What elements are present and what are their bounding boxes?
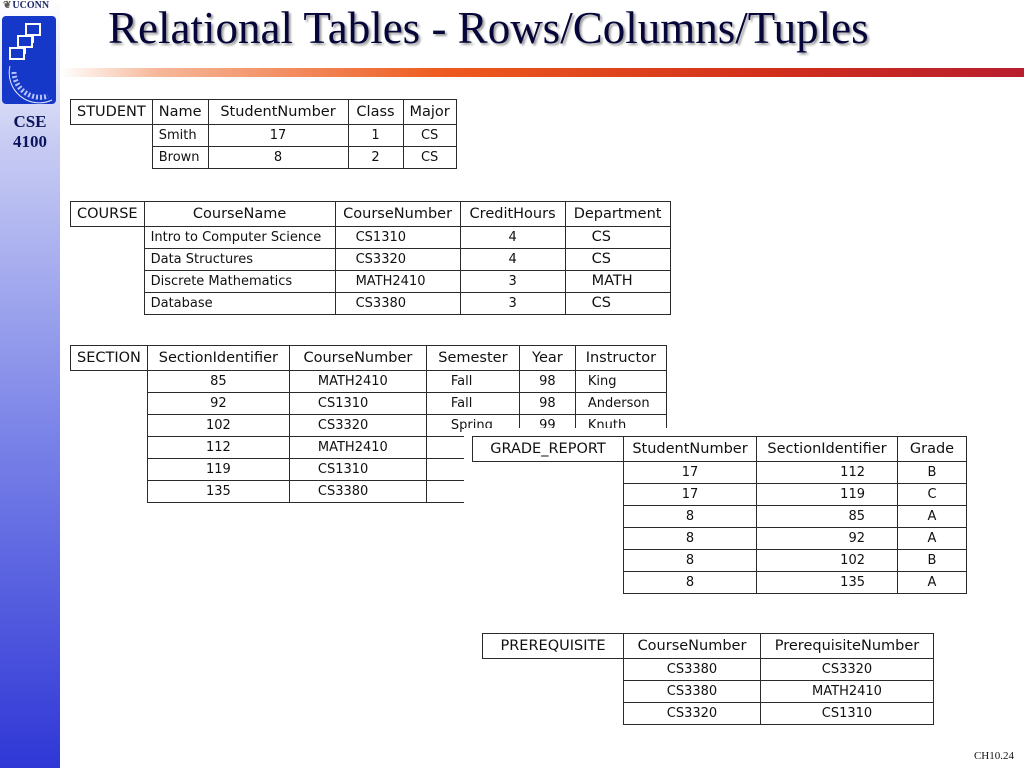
- table-cell: CS: [565, 227, 670, 249]
- table-cell: 3: [460, 293, 565, 315]
- table-cell: Anderson: [575, 393, 666, 415]
- table-cell: CS1310: [289, 459, 426, 481]
- column-header: Major: [403, 100, 456, 125]
- table-cell: King: [575, 371, 666, 393]
- table-row: [483, 659, 934, 681]
- table-cell: 17: [208, 125, 348, 147]
- table-cell: 8: [624, 572, 757, 594]
- table-cell: 4: [460, 227, 565, 249]
- table-cell: 119: [147, 459, 289, 481]
- table-row: [71, 249, 671, 271]
- table-cell: B: [898, 462, 967, 484]
- column-header: SectionIdentifier: [757, 437, 898, 462]
- table-row: [483, 703, 934, 725]
- table-cell: CS1310: [335, 227, 460, 249]
- table-cell: MATH2410: [335, 271, 460, 293]
- table-row: [473, 528, 967, 550]
- table-cell: 92: [757, 528, 898, 550]
- table-cell: 102: [757, 550, 898, 572]
- table-cell: CS1310: [761, 703, 934, 725]
- table-row: [71, 227, 671, 249]
- table-cell: A: [898, 506, 967, 528]
- institution-name: UCONN: [12, 0, 50, 11]
- table-row: [473, 550, 967, 572]
- relation-name: COURSE: [71, 202, 145, 227]
- table-cell: CS: [403, 125, 456, 147]
- table-cell: MATH2410: [761, 681, 934, 703]
- column-header: StudentNumber: [208, 100, 348, 125]
- table-row: [71, 371, 667, 393]
- table-cell: CS3380: [335, 293, 460, 315]
- column-header: CourseNumber: [289, 346, 426, 371]
- table-cell: A: [898, 528, 967, 550]
- table-header-row: [483, 634, 934, 659]
- table-row: [473, 572, 967, 594]
- table-cell: 98: [519, 393, 575, 415]
- table-cell: MATH: [565, 271, 670, 293]
- table-cell: Knuth: [575, 415, 666, 437]
- table-row: [473, 462, 967, 484]
- table-row: [71, 271, 671, 293]
- title-divider: [60, 68, 1024, 77]
- table-header-row: [473, 437, 967, 462]
- table-cell: Fall: [426, 393, 519, 415]
- table-cell: 119: [757, 484, 898, 506]
- table-cell: CS: [565, 249, 670, 271]
- column-header: CourseNumber: [624, 634, 761, 659]
- table-cell: MATH2410: [289, 437, 426, 459]
- table-cell: 85: [147, 371, 289, 393]
- table-row: [71, 393, 667, 415]
- relation-name: SECTION: [71, 346, 148, 371]
- table-cell: 17: [624, 462, 757, 484]
- table-cell: CS: [565, 293, 670, 315]
- column-header: CreditHours: [460, 202, 565, 227]
- department-logo: [2, 16, 56, 104]
- table-header-row: [71, 202, 671, 227]
- table-cell: CS: [403, 147, 456, 169]
- student-table: [70, 99, 457, 169]
- table-cell: CS3320: [761, 659, 934, 681]
- table-cell: Discrete Mathematics: [144, 271, 335, 293]
- table-row: [71, 125, 457, 147]
- course-code-line2: 4100: [13, 132, 47, 151]
- table-cell: C: [898, 484, 967, 506]
- table-row: [71, 147, 457, 169]
- sidebar: [0, 0, 60, 768]
- table-cell: 3: [460, 271, 565, 293]
- table-cell: B: [898, 550, 967, 572]
- table-cell: Brown: [152, 147, 208, 169]
- table-cell: 112: [147, 437, 289, 459]
- institution-label: [3, 0, 49, 11]
- table-cell: Database: [144, 293, 335, 315]
- column-header: Class: [348, 100, 403, 125]
- table-cell: 85: [757, 506, 898, 528]
- table-cell: 4: [460, 249, 565, 271]
- table-cell: 17: [624, 484, 757, 506]
- table-cell: 135: [147, 481, 289, 503]
- table-cell: Fall: [426, 371, 519, 393]
- table-cell: 8: [624, 506, 757, 528]
- table-cell: 8: [624, 550, 757, 572]
- slide-title: Relational Tables - Rows/Columns/Tuples: [108, 3, 869, 53]
- table-cell: CS3380: [624, 681, 761, 703]
- table-cell: 112: [757, 462, 898, 484]
- column-header: Grade: [898, 437, 967, 462]
- column-header: Instructor: [575, 346, 666, 371]
- table-cell: MATH2410: [289, 371, 426, 393]
- table-cell: 102: [147, 415, 289, 437]
- table-header-row: [71, 100, 457, 125]
- table-cell: 8: [624, 528, 757, 550]
- page-number: CH10.24: [973, 750, 1014, 762]
- column-header: Name: [152, 100, 208, 125]
- table-cell: 99: [519, 415, 575, 437]
- relation-name: STUDENT: [71, 100, 153, 125]
- table-row: [483, 681, 934, 703]
- column-header: Semester: [426, 346, 519, 371]
- column-header: CourseNumber: [335, 202, 460, 227]
- table-cell: Smith: [152, 125, 208, 147]
- crest-icon: ❦: [3, 0, 12, 11]
- relation-name: GRADE_REPORT: [473, 437, 624, 462]
- table-cell: CS3320: [335, 249, 460, 271]
- column-header: PrerequisiteNumber: [761, 634, 934, 659]
- table-row: [473, 484, 967, 506]
- table-row: [71, 293, 671, 315]
- table-cell: CS1310: [289, 393, 426, 415]
- table-cell: 98: [519, 371, 575, 393]
- network-icon: [2, 16, 56, 104]
- course-code-line1: CSE: [13, 112, 47, 131]
- table-cell: 135: [757, 572, 898, 594]
- column-header: StudentNumber: [624, 437, 757, 462]
- column-header: CourseName: [144, 202, 335, 227]
- table-cell: CS3380: [624, 659, 761, 681]
- prerequisite-table: [482, 633, 934, 725]
- table-cell: CS3380: [289, 481, 426, 503]
- table-cell: 8: [208, 147, 348, 169]
- column-header: Department: [565, 202, 670, 227]
- table-cell: A: [898, 572, 967, 594]
- table-cell: 2: [348, 147, 403, 169]
- table-cell: Spring: [426, 415, 519, 437]
- course-table: [70, 201, 671, 315]
- table-cell: Intro to Computer Science: [144, 227, 335, 249]
- table-cell: Data Structures: [144, 249, 335, 271]
- column-header: Year: [519, 346, 575, 371]
- table-row: [71, 415, 667, 437]
- grade-report-table: [472, 436, 967, 594]
- table-cell: 1: [348, 125, 403, 147]
- table-cell: 92: [147, 393, 289, 415]
- table-cell: CS3320: [624, 703, 761, 725]
- relation-name: PREREQUISITE: [483, 634, 624, 659]
- table-cell: CS3320: [289, 415, 426, 437]
- table-row: [473, 506, 967, 528]
- column-header: SectionIdentifier: [147, 346, 289, 371]
- table-header-row: [71, 346, 667, 371]
